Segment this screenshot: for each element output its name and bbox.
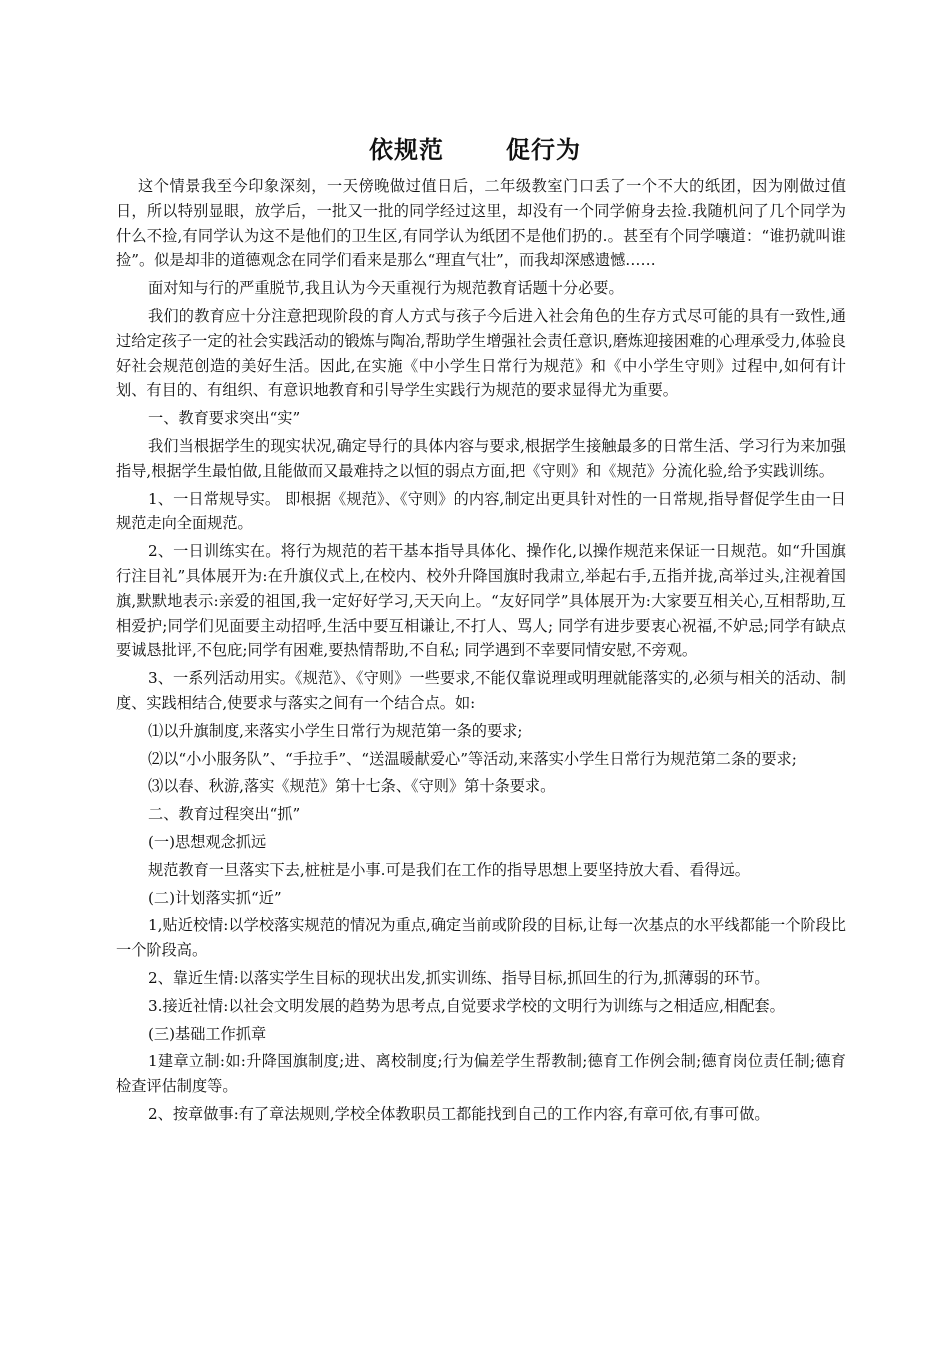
paragraph: 这个情景我至今印象深刻，一天傍晚做过值日后，二年级教室门口丢了一个不大的纸团，因为刚做过值日，所以特别显眼，放学后，一批又一批的同学经过这里，却没有一个同学俯身去捡.我随机问了几个同学为什么不捡,有同学认为这不是他们的卫生区,有同学认为纸团不是他们扔的.。甚至有个同学嚷道：“谁扔就叫谁捡”。似是却非的道德观念在同学们看来是那么“理直气壮”，而我却深感遗憾…… xyxy=(116,177,846,270)
title-part-2: 促行为 xyxy=(506,136,581,164)
subsection-heading: (一)思想观念抓远 xyxy=(148,832,267,851)
paragraph: 2、靠近生情:以落实学生目标的现状出发,抓实训练、指导目标,抓回生的行为,抓薄弱的环节。 xyxy=(148,968,770,987)
list-item: ⑴以升旗制度,来落实小学生日常行为规范第一条的要求; xyxy=(148,721,523,740)
paragraph: 我们的教育应十分注意把现阶段的育人方式与孩子今后进入社会角色的生存方式尽可能的具有一致性,通过给定孩子一定的社会实践活动的锻炼与陶冶,帮助学生增强社会责任意识,磨炼迎接困难的心理承受力,体验良好社会规范创造的美好生活。因此,在实施《中小学生日常行为规范》和《中小学生守则》过程中,如何有计划、有目的、有组织、有意识地教育和引导学生实践行为规范的要求显得尤为重要。 xyxy=(116,306,846,400)
paragraph: 1、一日常规导实。 即根据《规范》、《守则》的内容,制定出更具针对性的一日常规,指导督促学生由一日规范走向全面规范。 xyxy=(116,489,846,533)
section-heading: 二、教育过程突出“抓” xyxy=(148,805,301,824)
paragraph: 1建章立制:如:升降国旗制度;进、离校制度;行为偏差学生帮教制;德育工作例会制;德育岗位责任制;德育检查评估制度等。 xyxy=(116,1052,846,1096)
section-heading: 一、教育要求突出“实” xyxy=(148,409,301,428)
document-body xyxy=(116,174,846,1130)
paragraph: 1,贴近校情:以学校落实规范的情况为重点,确定当前或阶段的目标,让每一次基点的水平线都能一个阶段比一个阶段高。 xyxy=(116,916,846,960)
list-item: ⑵以“小小服务队”、“手拉手”、“送温暖献爱心”等活动,来落实小学生日常行为规范第二条的要求; xyxy=(148,749,797,768)
paragraph: 规范教育一旦落实下去,桩桩是小事.可是我们在工作的指导思想上要坚持放大看、看得远。 xyxy=(148,860,750,879)
paragraph: 3.接近社情:以社会文明发展的趋势为思考点,自觉要求学校的文明行为训练与之相适应,相配套。 xyxy=(148,996,785,1015)
subsection-heading: (二)计划落实抓“近” xyxy=(148,888,282,907)
list-item: ⑶以春、秋游,落实《规范》第十七条、《守则》第十条要求。 xyxy=(148,777,556,796)
title-part-1: 依规范 xyxy=(369,136,444,164)
paragraph: 2、按章做事:有了章法规则,学校全体教职员工都能找到自己的工作内容,有章可依,有事可做。 xyxy=(148,1104,770,1123)
paragraph: 我们当根据学生的现实状况,确定导行的具体内容与要求,根据学生接触最多的日常生活、学习行为来加强指导,根据学生最怕做,且能做而又最难持之以恒的弱点方面,把《守则》和《规范》分流化验,给予实践训练。 xyxy=(116,436,846,480)
paragraph: 面对知与行的严重脱节,我且认为今天重视行为规范教育话题十分必要。 xyxy=(148,279,624,298)
subsection-heading: (三)基础工作抓章 xyxy=(148,1024,267,1043)
paragraph: 2、一日训练实在。将行为规范的若干基本指导具体化、操作化,以操作规范来保证一日规范。如“升国旗行注目礼”具体展开为:在升旗仪式上,在校内、校外升降国旗时我肃立,举起右手,五指并拢,高举过头,注视着国旗,默默地表示:亲爱的祖国,我一定好好学习,天天向上。“友好同学”具体展开为:大家要互相关心,互相帮助,互相爱护;同学们见面要主动招呼,生活中要互相谦让,不打人、骂人; 同学有进步要衷心祝福,不妒忌;同学有缺点要诚恳批评,不包庇;同学有困难,要热情帮助,不自私; 同学遇到不幸要同情安慰,不旁观。 xyxy=(116,542,846,660)
document-title xyxy=(0,134,950,166)
paragraph: 3、一系列活动用实。《规范》、《守则》一些要求,不能仅靠说理或明理就能落实的,必须与相关的活动、制度、实践相结合,使要求与落实之间有一个结合点。如: xyxy=(116,669,846,712)
